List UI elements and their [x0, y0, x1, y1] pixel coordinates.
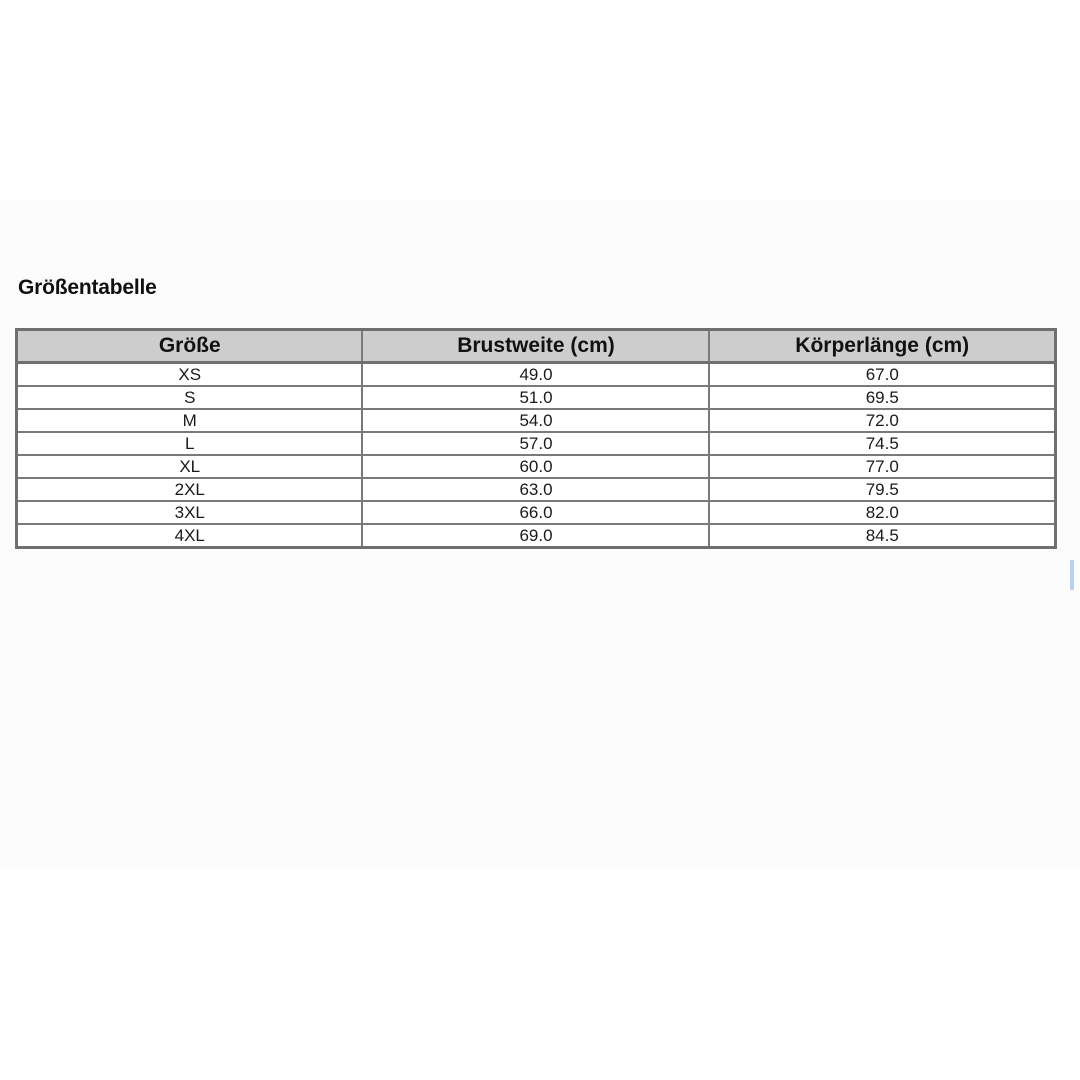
column-header-body-length: Körperlänge (cm) — [709, 330, 1055, 363]
page-title: Größentabelle — [18, 276, 157, 299]
chest-width-cell: 69.0 — [362, 524, 709, 548]
table-row — [17, 363, 1056, 387]
body-length-cell: 84.5 — [709, 524, 1055, 548]
body-length-cell: 69.5 — [709, 386, 1055, 409]
table-header-row — [17, 330, 1056, 363]
scroll-indicator[interactable] — [1070, 560, 1074, 590]
size-cell: 4XL — [17, 524, 363, 548]
size-cell: 3XL — [17, 501, 363, 524]
size-cell: 2XL — [17, 478, 363, 501]
body-length-cell: 82.0 — [709, 501, 1055, 524]
body-length-cell: 74.5 — [709, 432, 1055, 455]
chest-width-cell: 51.0 — [362, 386, 709, 409]
table-row — [17, 524, 1056, 548]
body-length-cell: 79.5 — [709, 478, 1055, 501]
chest-width-cell: 49.0 — [362, 363, 709, 387]
size-cell: M — [17, 409, 363, 432]
table-row — [17, 478, 1056, 501]
table-row — [17, 432, 1056, 455]
chest-width-cell: 57.0 — [362, 432, 709, 455]
table-row — [17, 386, 1056, 409]
column-header-chest-width: Brustweite (cm) — [362, 330, 709, 363]
body-length-cell: 72.0 — [709, 409, 1055, 432]
table-row — [17, 501, 1056, 524]
chest-width-cell: 66.0 — [362, 501, 709, 524]
size-cell: XL — [17, 455, 363, 478]
body-length-cell: 67.0 — [709, 363, 1055, 387]
size-table — [15, 328, 1057, 549]
column-header-size: Größe — [17, 330, 363, 363]
size-cell: XS — [17, 363, 363, 387]
chest-width-cell: 54.0 — [362, 409, 709, 432]
table-row — [17, 455, 1056, 478]
table-row — [17, 409, 1056, 432]
chest-width-cell: 63.0 — [362, 478, 709, 501]
size-cell: L — [17, 432, 363, 455]
body-length-cell: 77.0 — [709, 455, 1055, 478]
chest-width-cell: 60.0 — [362, 455, 709, 478]
size-cell: S — [17, 386, 363, 409]
